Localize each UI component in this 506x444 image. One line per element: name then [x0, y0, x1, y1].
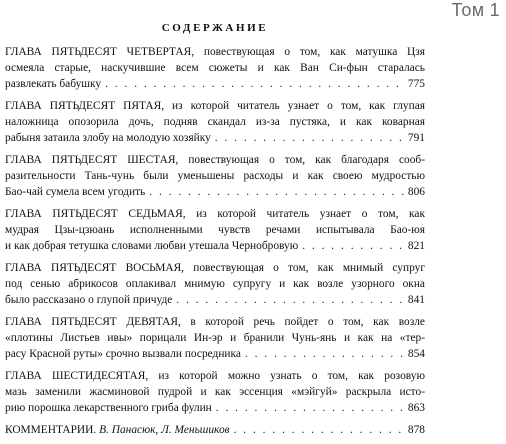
toc-entry-line: ГЛАВА ПЯТЬДЕСЯТ ДЕВЯТАЯ, в которой речь пойдет о том, как возле: [5, 316, 425, 328]
toc-entry-line: мудрая Цзы-цзюань исполненными чувств речами испытывала Бао-юя: [5, 224, 425, 236]
toc-entry-line: ГЛАВА ПЯТЬДЕСЯТ ЧЕТВЕРТАЯ, повествующая о том, как матушка Цзя: [5, 46, 425, 58]
toc-entry-last-line: [5, 184, 425, 200]
toc-entry-line: ГЛАВА ПЯТЬДЕСЯТ ВОСЬМАЯ, повествующая о том, как мнимый супруг: [5, 262, 425, 274]
toc-entry-last-line: [5, 130, 425, 146]
toc-entry[interactable]: [5, 44, 425, 92]
page-number: 878: [407, 424, 425, 436]
dot-leader: [149, 184, 404, 200]
page-number: 775: [407, 78, 425, 90]
page-number: 806: [407, 186, 425, 198]
toc-entry-line: рабыня затаила злобу на молодую хозяйку: [5, 132, 211, 144]
toc-entry[interactable]: [5, 98, 425, 146]
dot-leader: [302, 238, 404, 254]
volume-label: Том 1: [451, 0, 500, 20]
page-number: 841: [407, 294, 425, 306]
dot-leader: [215, 130, 404, 146]
toc-entry[interactable]: [5, 314, 425, 362]
toc-entry[interactable]: [5, 260, 425, 308]
toc-entry-line: ГЛАВА ПЯТЬДЕСЯТ ШЕСТАЯ, повествующая о том, как благодаря сооб-: [5, 154, 425, 166]
toc-entry-last-line: [5, 76, 425, 92]
comments-authors: В. Панасюк, Л. Меньшиков: [99, 424, 230, 436]
table-of-contents: [5, 44, 425, 444]
toc-entry-line: разительности Тань-чунь были уменьшены расходы и как своею мудростью: [5, 170, 425, 182]
dot-leader: [245, 346, 404, 362]
page-number: 854: [407, 348, 425, 360]
toc-entry-line: осмеяла старые, наскучившие всем сюжеты и как Ван Си-фын старалась: [5, 62, 425, 74]
toc-entry-line: ГЛАВА ПЯТЬДЕСЯТ СЕДЬМАЯ, из которой читатель узнает о том, как: [5, 208, 425, 220]
toc-entry-line: Бао-чай сумела всем угодить: [5, 186, 146, 198]
toc-entry-line: наложница опозорила дочь, подняв скандал из-за пустяка, и как коварная: [5, 116, 425, 128]
dot-leader: [234, 422, 404, 438]
page-number: 821: [407, 240, 425, 252]
toc-entry[interactable]: [5, 152, 425, 200]
comments-label: КОММЕНТАРИИ.: [5, 424, 97, 436]
toc-entry-line: под сенью абрикосов оплакивал мнимую супругу и как возле узорного окна: [5, 278, 425, 290]
page-number: 791: [407, 132, 425, 144]
toc-entry-line: мазь заменили жасминовой пудрой и как эссенция «мэйгуй» раскрыла исто-: [5, 386, 425, 398]
toc-entry-last-line: [5, 292, 425, 308]
toc-entry-line: рию порошка лекарственного гриба фулин: [5, 402, 212, 414]
toc-entry-line: ГЛАВА ШЕСТИДЕСЯТАЯ, из которой можно узнать о том, как розовую: [5, 370, 425, 382]
page-number: 863: [407, 402, 425, 414]
toc-entry-comments[interactable]: [5, 422, 425, 438]
dot-leader: [105, 76, 404, 92]
dot-leader: [216, 400, 404, 416]
toc-entry-last-line: [5, 346, 425, 362]
toc-entry-last-line: [5, 238, 425, 254]
toc-entry-line: было рассказано о глупой причуде: [5, 294, 173, 306]
toc-entry[interactable]: [5, 368, 425, 416]
toc-entry-line: ГЛАВА ПЯТЬДЕСЯТ ПЯТАЯ, из которой читатель узнает о том, как глупая: [5, 100, 425, 112]
comments-title: [5, 422, 230, 438]
toc-entry-last-line: [5, 422, 425, 438]
toc-entry-last-line: [5, 400, 425, 416]
toc-heading: СОДЕРЖАНИЕ: [161, 22, 269, 34]
toc-entry-line: расу Красной руты» срочно вызвали посредника: [5, 348, 241, 360]
toc-entry-line: развлекать бабушку: [5, 78, 102, 90]
toc-entry-line: «плотины Листьев ивы» порицали Ин-эр и бранили Чунь-янь и как на «тер-: [5, 332, 425, 344]
toc-entry-line: и как добрая тетушка словами любви утешала Чернобровую: [5, 240, 299, 252]
dot-leader: [176, 292, 404, 308]
toc-entry[interactable]: [5, 206, 425, 254]
